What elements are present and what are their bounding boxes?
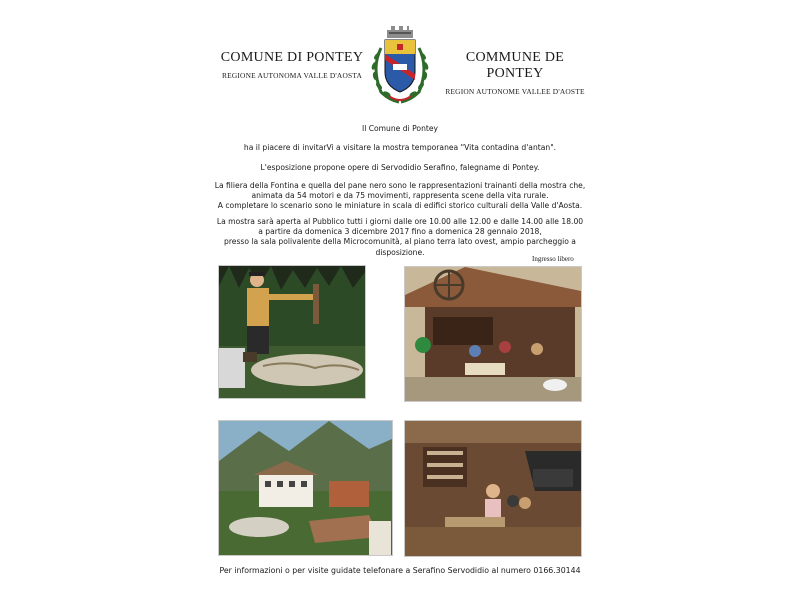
header-right-title: COMMUNE DE PONTEY xyxy=(465,50,565,81)
exhibition-intro: L'esposizione propone opere di Servodidio Serafino, falegname di Pontey. xyxy=(260,163,540,172)
exhibition-description xyxy=(200,181,600,212)
photo-farmer-figure xyxy=(218,265,366,399)
description-line: animata da 54 motori e da 75 movimenti, rappresenta scene della vita rurale. xyxy=(251,191,549,201)
photo-village-miniature xyxy=(218,420,393,556)
invite-heading: Il Comune di Pontey xyxy=(361,124,439,133)
header-right xyxy=(440,50,590,96)
free-entry-note: Ingresso libero xyxy=(532,255,574,263)
header-left xyxy=(212,50,372,80)
header-right-subtitle: REGION AUTONOME VALLEE D'AOSTE xyxy=(445,87,585,96)
description-line: La filiera della Fontina e quella del pane nero sono le rappresentazioni trainanti della mostra che, xyxy=(214,181,586,190)
photo-workshop-scene xyxy=(404,266,582,402)
hours-line: presso la sala polivalente della Microcomunità, al piano terra lato ovest, ampio parcheggio a disposizione. xyxy=(224,237,576,257)
invite-line: ha il piacere di invitarVi a visitare la mostra temporanea "Vita contadina d'antan". xyxy=(243,143,557,152)
hours-line: La mostra sarà aperta al Pubblico tutti i giorni dalle ore 10.00 alle 12.00 e dalle 14.00 alle 18.00 xyxy=(216,217,584,226)
header-left-subtitle: REGIONE AUTONOMA VALLE D'AOSTA xyxy=(222,71,362,80)
opening-hours xyxy=(200,217,600,258)
photo-bakery-scene xyxy=(404,420,582,557)
coat-of-arms-icon xyxy=(367,24,433,106)
header-left-title: COMUNE DI PONTEY xyxy=(220,50,364,65)
hours-line: a partire da domenica 3 dicembre 2017 fino a domenica 28 gennaio 2018, xyxy=(258,227,542,237)
description-line: A completare lo scenario sono le miniature in scala di edifici storico culturali della Valle d'Aosta. xyxy=(217,201,583,211)
contact-info: Per informazioni o per visite guidate telefonare a Serafino Servodidio al numero 0166.30144 xyxy=(219,566,581,575)
